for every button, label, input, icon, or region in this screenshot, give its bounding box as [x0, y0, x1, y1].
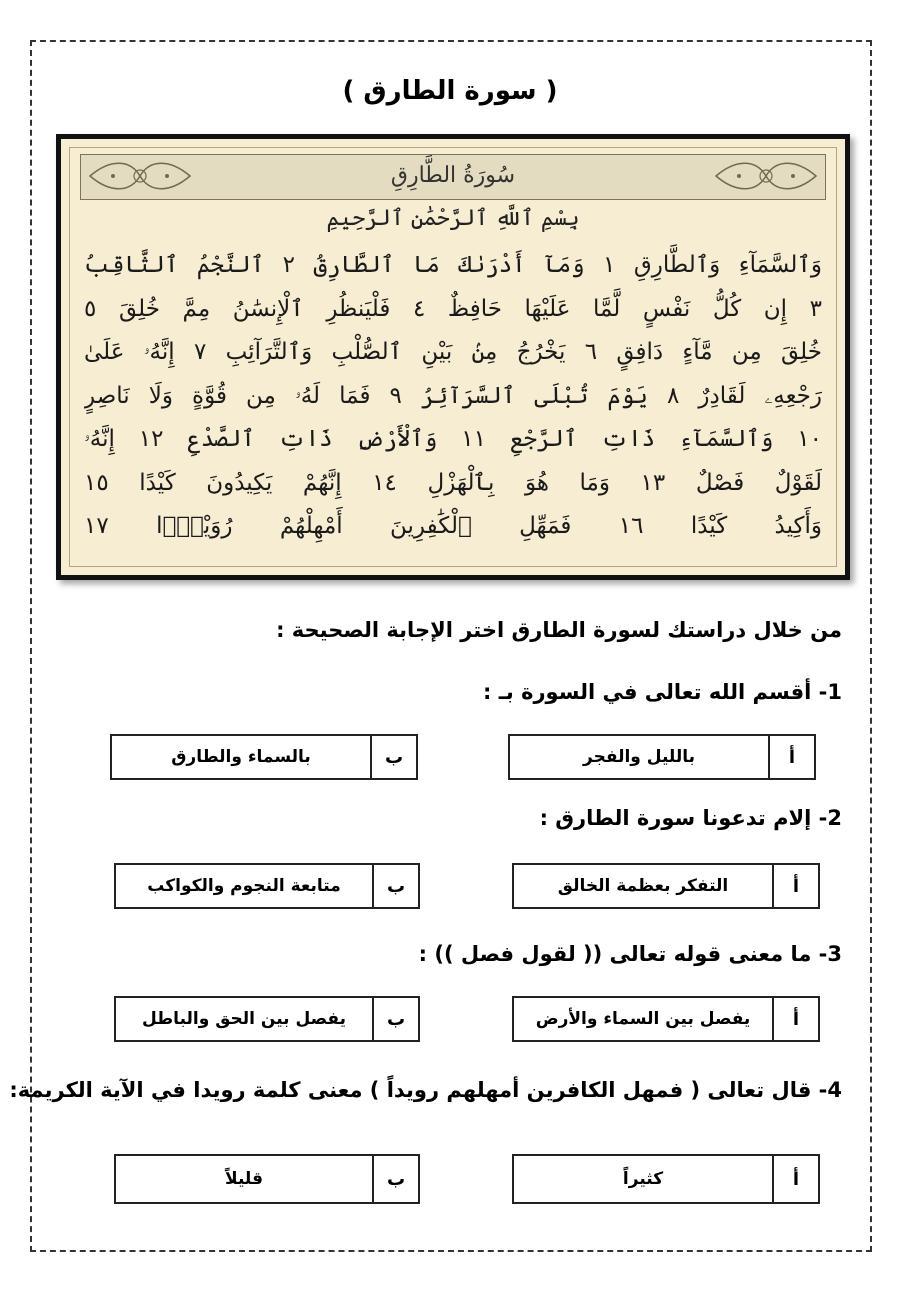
option-letter: أ	[772, 1156, 818, 1202]
option-letter: ب	[370, 736, 416, 778]
question-4: 4- قال تعالى ( فمهل الكافرين أمهلهم رويداً ) معنى كلمة رويدا في الآية الكريمة:	[9, 1078, 842, 1102]
option-text: التفكر بعظمة الخالق	[557, 876, 729, 896]
quran-page-image	[56, 134, 850, 580]
option-letter: أ	[768, 736, 814, 778]
option-letter: أ	[772, 865, 818, 907]
instructions: من خلال دراستك لسورة الطارق اختر الإجابة الصحيحة :	[276, 618, 842, 642]
q3-option-a[interactable]	[512, 996, 820, 1042]
option-letter: ب	[372, 865, 418, 907]
surah-name: سُورَةُ الطَّارِقِ	[390, 163, 516, 188]
option-letter: ب	[372, 998, 418, 1040]
worksheet-title: ( سورة الطارق )	[342, 76, 558, 106]
option-letter: أ	[772, 998, 818, 1040]
q1-option-a[interactable]	[508, 734, 816, 780]
option-text: كثيراً	[622, 1169, 664, 1189]
q2-option-a[interactable]	[512, 863, 820, 909]
quran-page-frame	[69, 147, 837, 567]
option-text: يفصل بين السماء والأرض	[535, 1009, 751, 1029]
verses-block	[84, 244, 822, 549]
verse-line: خُلِقَ مِن مَّآءٍ دَافِقٍ ٦ يَخْرُجُ مِنۢ بَيْنِ ٱلصُّلْبِ وَٱلتَّرَآئِبِ ٧ إِنَّهُۥ عَلَىٰ	[84, 339, 822, 365]
verse-line: ٣ إِن كُلُّ نَفْسٍ لَّمَّا عَلَيْهَا حَافِظٌ ٤ فَلْيَنظُرِ ٱلْإِنسَٰنُ مِمَّ خُلِقَ ٥	[84, 295, 822, 322]
verse-line: وَٱلسَّمَآءِ وَٱلطَّارِقِ ١ وَمَآ أَدْرَىٰكَ مَا ٱلطَّارِقُ ٢ ٱلنَّجْمُ ٱلثَّاقِبُ	[84, 252, 822, 278]
verse-line: ١٠ وَٱلسَّمَآءِ ذَاتِ ٱلرَّجْعِ ١١ وَٱلْأَرْضِ ذَاتِ ٱلصَّدْعِ ١٢ إِنَّهُۥ	[84, 426, 822, 452]
verse-line: وَأَكِيدُ كَيْدًا ١٦ فَمَهِّلِ ٱلْكَٰفِرِينَ أَمْهِلْهُمْ رُوَيْدًۢا ١٧	[84, 513, 822, 539]
q2-option-b[interactable]	[114, 863, 420, 909]
ornament-right-icon	[711, 157, 821, 195]
verse-line: لَقَوْلٌ فَصْلٌ ١٣ وَمَا هُوَ بِٱلْهَزْلِ ١٤ إِنَّهُمْ يَكِيدُونَ كَيْدًا ١٥	[84, 469, 822, 496]
surah-banner	[80, 154, 826, 200]
basmala: بِسْمِ ٱللَّهِ ٱلرَّحْمَٰنِ ٱلرَّحِيمِ	[326, 206, 580, 231]
option-text: قليلاً	[225, 1169, 263, 1189]
q3-option-b[interactable]	[114, 996, 420, 1042]
option-letter: ب	[372, 1156, 418, 1202]
question-1: 1- أقسم الله تعالى في السورة بـ :	[482, 680, 842, 704]
q4-option-b[interactable]	[114, 1154, 420, 1204]
question-2: 2- إلام تدعونا سورة الطارق :	[539, 806, 842, 830]
q4-option-a[interactable]	[512, 1154, 820, 1204]
option-text: يفصل بين الحق والباطل	[142, 1009, 346, 1029]
question-3: 3- ما معنى قوله تعالى (( لقول فصل )) :	[418, 942, 842, 966]
q1-option-b[interactable]	[110, 734, 418, 780]
option-text: متابعة النجوم والكواكب	[147, 876, 341, 896]
verse-line: رَجْعِهِۦ لَقَادِرٌ ٨ يَوْمَ تُبْلَى ٱلسَّرَآئِرُ ٩ فَمَا لَهُۥ مِن قُوَّةٍ وَلَا نَاصِرٍ	[84, 382, 822, 409]
option-text: بالسماء والطارق	[171, 747, 311, 767]
option-text: بالليل والفجر	[583, 747, 695, 767]
